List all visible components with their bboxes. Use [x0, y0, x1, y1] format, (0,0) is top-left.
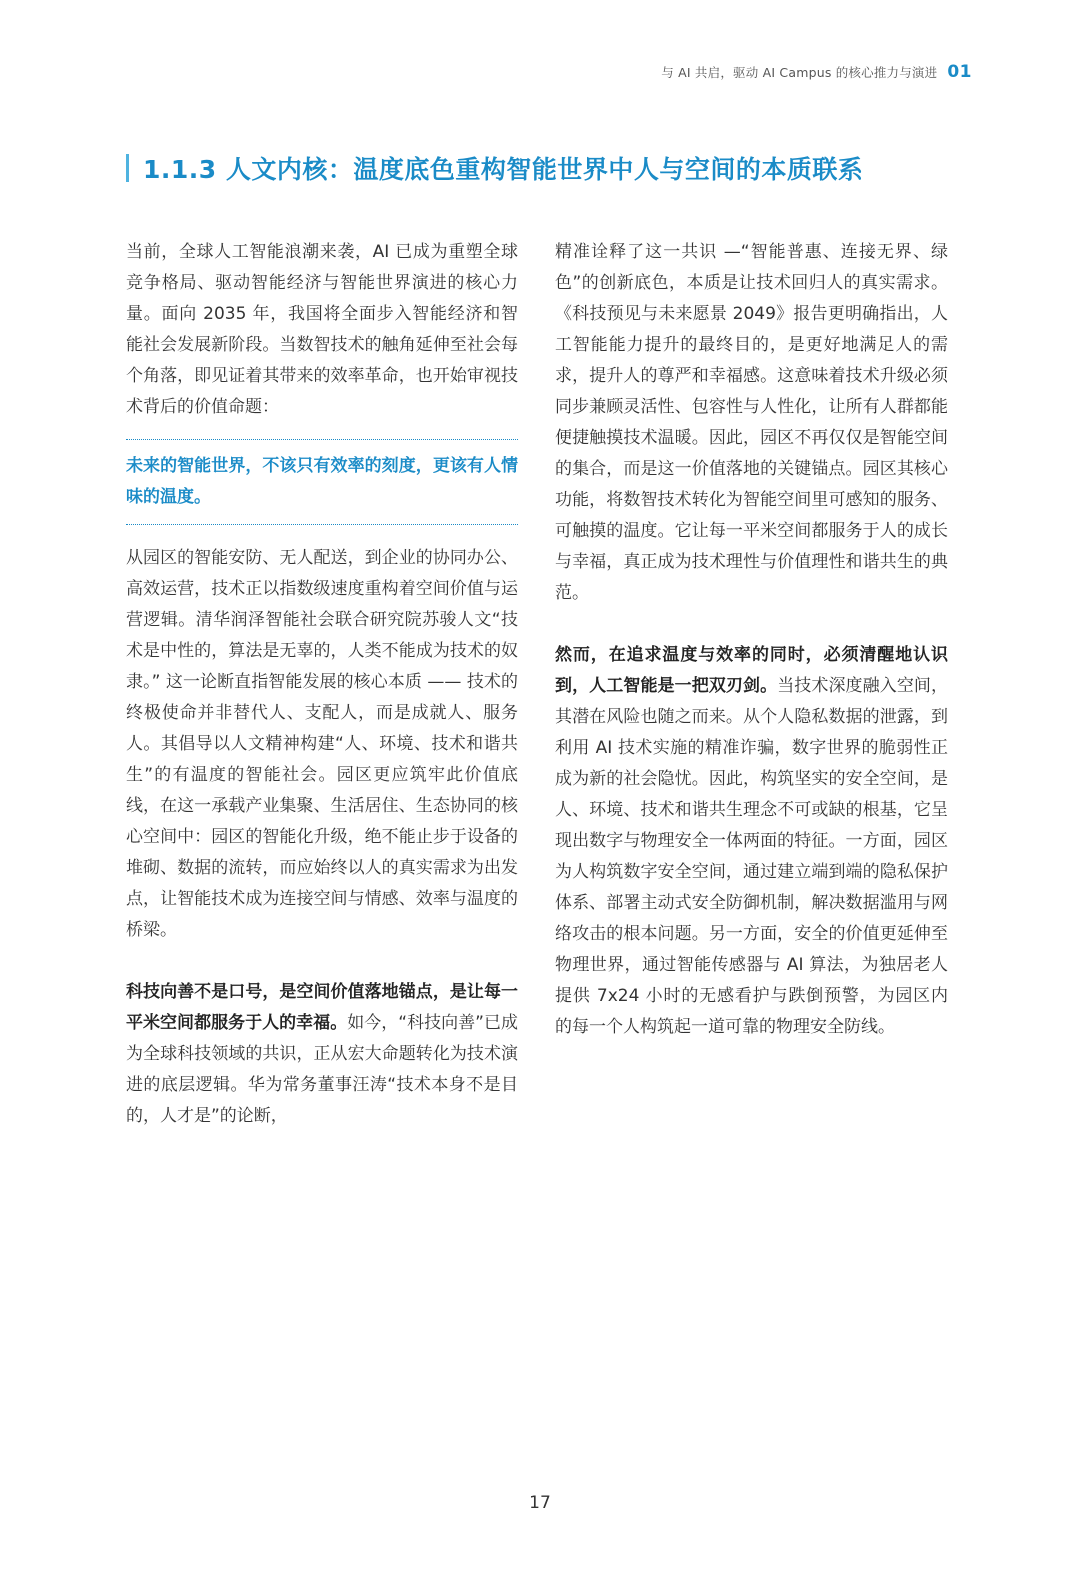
- page-number: 17: [529, 1493, 551, 1513]
- left-paragraph-2: 从园区的智能安防、无人配送，到企业的协同办公、高效运营，技术正以指数级速度重构着空间价值与运营逻辑。清华润泽智能社会联合研究院苏骏人文“技术是中性的，算法是无辜的，人类不能成为技术的奴隶。” 这一论断直指智能发展的核心本质 —— 技术的终极使命并非替代人、支配人，而是成就人、服务人。其倡导以人文精神构建“人、环境、技术和谐共生”的有温度的智能社会。园区更应筑牢此价值底线，在这一承载产业集聚、生活居住、生态协同的核心空间中：园区的智能化升级，绝不能止步于设备的堆砌、数据的流转，而应始终以人的真实需求为出发点，让智能技术成为连接空间与情感、效率与温度的桥梁。: [126, 548, 518, 940]
- left-paragraph-3-body: 如今，“科技向善”已成为全球科技领域的共识，正从宏大命题转化为技术演进的底层逻辑。华为常务董事汪涛“技术本身不是目的，人才是”的论断，: [126, 1013, 518, 1126]
- left-paragraph-3: [126, 977, 518, 1132]
- header-title: 与 AI 共启，驱动 AI Campus 的核心推力与演进: [661, 65, 938, 80]
- heading-accent-bar: [126, 154, 129, 182]
- right-paragraph-2-emphasis: 然而，在追求温度与效率的同时，必须清醒地认识到，人工智能是一把双刃剑。: [555, 645, 948, 696]
- right-paragraph-2: [555, 640, 948, 1043]
- left-paragraph-1: 当前，全球人工智能浪潮来袭，AI 已成为重塑全球竞争格局、驱动智能经济与智能世界演进的核心力量。面向 2035 年，我国将全面步入智能经济和智能社会发展新阶段。当数智技术的触角延伸至社会每个角落，即见证着其带来的效率革命，也开始审视技术背后的价值命题：: [126, 242, 518, 417]
- left-column: [126, 237, 518, 1132]
- right-paragraph-2-body: 当技术深度融入空间，其潜在风险也随之而来。从个人隐私数据的泄露，到利用 AI 技术实施的精准诈骗，数字世界的脆弱性正成为新的社会隐忧。因此，构筑坚实的安全空间，是人、环境、技术和谐共生理念不可或缺的根基，它呈现出数字与物理安全一体两面的特征。一方面，园区为人构筑数字安全空间，通过建立端到端的隐私保护体系、部署主动式安全防御机制，解决数据滥用与网络攻击的根本问题。另一方面，安全的价值更延伸至物理世界，通过智能传感器与 AI 算法，为独居老人提供 7x24 小时的无感看护与跌倒预警，为园区内的每一个人构筑起一道可靠的物理安全防线。: [555, 676, 949, 1037]
- chapter-number: 01: [947, 62, 972, 82]
- pull-quote: [126, 439, 518, 525]
- pull-quote-text: 未来的智能世界，不该只有效率的刻度，更该有人情味的温度。: [126, 456, 518, 507]
- section-title: 1.1.3 人文内核：温度底色重构智能世界中人与空间的本质联系: [143, 155, 864, 184]
- right-paragraph-1: 精准诠释了这一共识 —“智能普惠、连接无界、绿色”的创新底色，本质是让技术回归人的真实需求。《科技预见与未来愿景 2049》报告更明确指出，人工智能能力提升的最终目的，是更好地满足人的需求，提升人的尊严和幸福感。这意味着技术升级必须同步兼顾灵活性、包容性与人性化，让所有人群都能便捷触摸技术温暖。因此，园区不再仅仅是智能空间的集合，而是这一价值落地的关键锚点。园区其核心功能，将数智技术转化为智能空间里可感知的服务、可触摸的温度。它让每一平米空间都服务于人的成长与幸福，真正成为技术理性与价值理性和谐共生的典范。: [555, 242, 948, 603]
- section-heading: [126, 150, 863, 186]
- running-header: [661, 62, 972, 82]
- right-column: [555, 237, 948, 1043]
- left-paragraph-3-emphasis: 科技向善不是口号，是空间价值落地锚点，是让每一平米空间都服务于人的幸福。: [126, 982, 518, 1033]
